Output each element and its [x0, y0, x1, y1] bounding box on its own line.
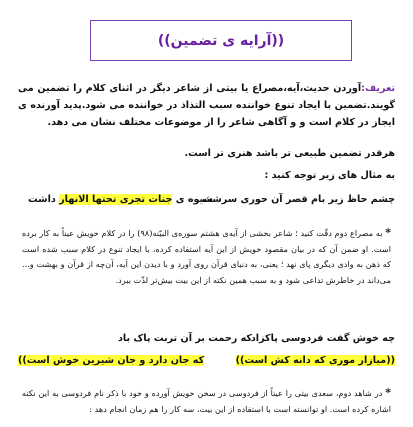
verse-1-left-hemistich: [28, 194, 213, 205]
verse-3-right-hemistich: ((میازار موری که دانه کش است)): [235, 355, 395, 366]
verse-1-left-prefix: شیوه ی: [172, 194, 213, 205]
definition-text: آوردن حدیث،آیه،مصراع یا بیتی از شاعر دیگر در اثنای کلام را تضمین می گویند.تضمین با ایجاد تنوع خواننده سبب التذاذ در خواننده می شود.پدید آورنده ی ایجاز در کلام است و و آگاهی شاعر را از موضوعات مختلف نشان می دهد.: [18, 83, 395, 128]
page-title-text: ((آرایه ی تضمین)): [157, 32, 285, 49]
intro-line-1: هرقدر تضمین طبیعی تر باشد هنری تر است.: [184, 148, 395, 159]
explanation-note-1: [22, 225, 391, 288]
intro-line-2: به مثال های زیر توجه کنید :: [264, 170, 395, 181]
explanation-note-2-text: در شاهد دوم، سعدی بیتی را عیناً از فردوسی در سخن خویش آورده و خود با ذکر نام فردوسی به این نکته اشاره کرده است. او توانسته است با استفاده از این بیت، سه کار را هم زمان انجام دهد :: [22, 388, 391, 414]
definition-label: تعریف:: [361, 83, 395, 94]
definition-paragraph: [18, 80, 395, 131]
explanation-note-2: [22, 385, 391, 417]
verse-3-left-hemistich: که جان دارد و جان شیرین خوش است)): [18, 355, 205, 366]
asterisk-marker: *: [385, 226, 391, 239]
explanation-note-1-text: به مصراع دوم دقّت کنید ؛ شاعر بخشی از آیه‌ی هشتم سوره‌ی البیّنه(۹۸) را در کلام خویش عیناً به کار برده است. او ضمن آن که در بیان مقصود خویش از این آیه استفاده کرده، با ایجاد تنوع در کلام سبب شده است که ذهن به وادی دیگری پای نهد ؛ یعنی، به دنیای قرآن روی آورد و با دیدن این آیه، آن‌چه از قرآن و بهشت و... می‌داند در خاطرش تداعی شود و به سبب همین نکته از این بیت بیش‌تر لذّت ببرد.: [22, 228, 391, 285]
verse-1-right-hemistich: چشم حاظ زیر بام قصر آن حوری سرشت: [202, 194, 395, 205]
verse-2-right-hemistich: چه خوش گفت فردوسی پاکزاد: [250, 333, 395, 344]
verse-1-left-suffix: داشت: [28, 194, 60, 205]
quoted-verse-highlight: جنات تجری تحتها الانهار: [59, 194, 173, 205]
verse-2-left-hemistich: که رحمت بر آن تربت پاک باد: [118, 333, 252, 344]
asterisk-marker-2: *: [385, 386, 391, 399]
page-title: [90, 20, 352, 61]
